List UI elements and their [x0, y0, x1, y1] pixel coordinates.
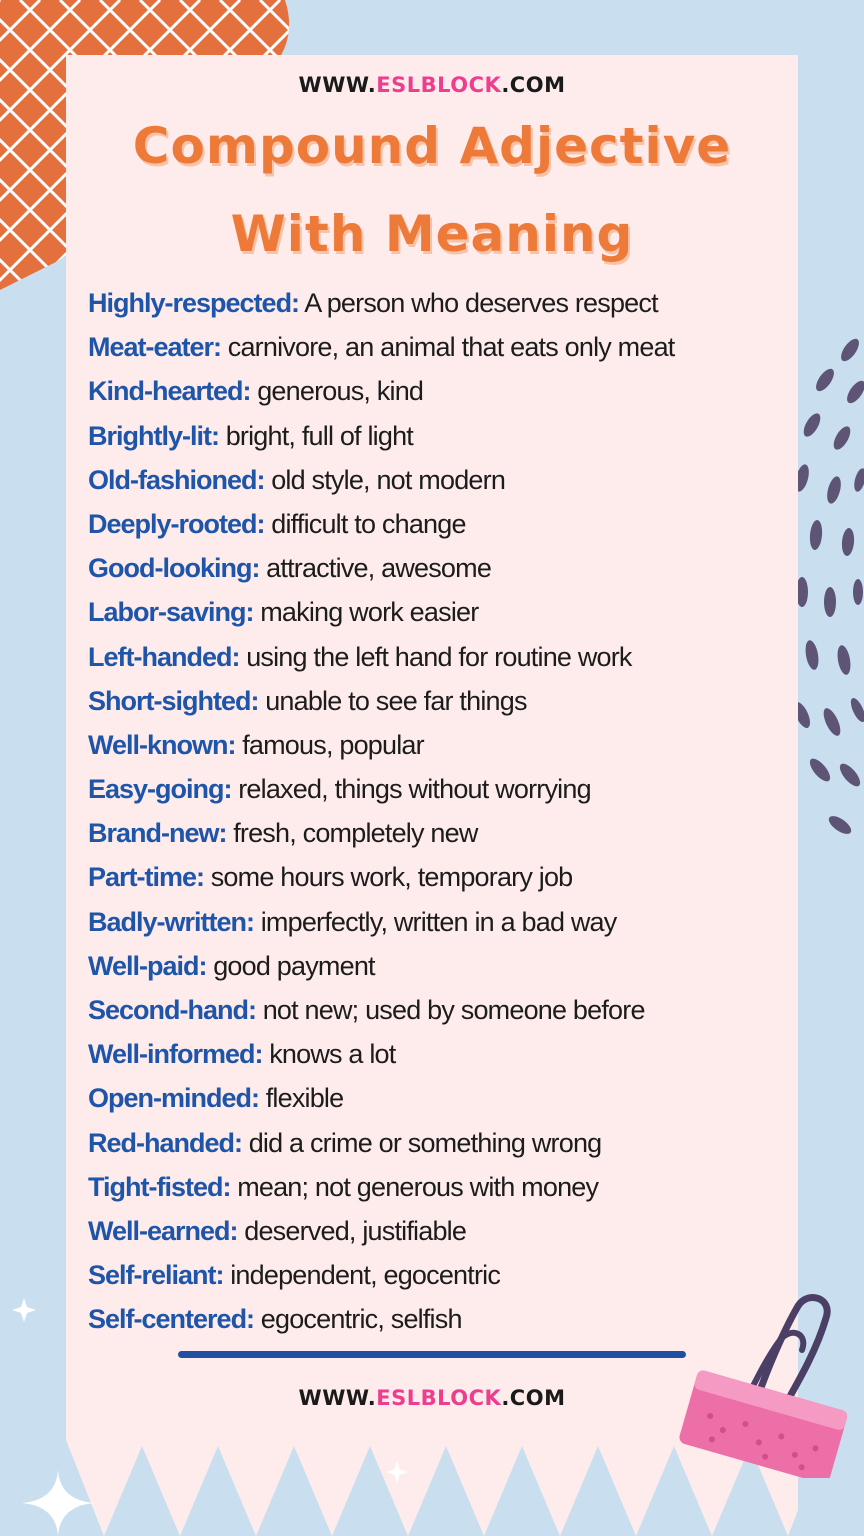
purple-dash-decoration — [790, 330, 864, 850]
list-item — [88, 1209, 788, 1253]
website-brand: ESLBLOCK — [376, 1386, 502, 1410]
meaning: famous, popular — [242, 729, 424, 760]
list-item — [88, 944, 788, 988]
meaning: generous, kind — [257, 376, 424, 407]
sparkle-icon — [386, 1461, 408, 1483]
term: Well-earned: — [88, 1215, 238, 1246]
page-title-line-2: With Meaning — [230, 205, 634, 263]
term: Meat-eater: — [88, 332, 222, 363]
list-item — [88, 1032, 788, 1076]
meaning: unable to see far things — [265, 685, 527, 716]
term: Left-handed: — [88, 641, 240, 672]
meaning: good payment — [213, 950, 375, 981]
term: Brand-new: — [88, 818, 227, 849]
list-item — [88, 1076, 788, 1120]
list-item — [88, 767, 788, 811]
term: Well-known: — [88, 729, 236, 760]
term: Highly-respected: — [88, 288, 300, 318]
website-url-top[interactable]: WWW.ESLBLOCK.COM — [298, 73, 566, 97]
meaning: did a crime or something wrong — [248, 1127, 602, 1158]
meaning: mean; not generous with money — [237, 1171, 599, 1202]
term: Part-time: — [88, 862, 205, 893]
term: Second-hand: — [88, 995, 256, 1025]
list-item — [88, 502, 788, 546]
term: Brightly-lit: — [88, 420, 219, 451]
meaning: relaxed, things without worrying — [238, 774, 591, 805]
list-item — [88, 723, 788, 767]
meaning: independent, egocentric — [230, 1260, 501, 1291]
meaning: old style, not modern — [271, 464, 506, 495]
list-item — [88, 1165, 788, 1209]
meaning: attractive, awesome — [266, 553, 492, 584]
term: Well-informed: — [88, 1039, 263, 1070]
term: Self-centered: — [88, 1304, 255, 1335]
term: Short-sighted: — [88, 685, 259, 716]
term: Red-handed: — [88, 1127, 242, 1158]
list-item — [88, 369, 788, 413]
meaning: flexible — [265, 1083, 344, 1114]
term: Good-looking: — [88, 553, 260, 584]
adjective-list — [88, 281, 788, 1342]
term: Easy-going: — [88, 774, 232, 805]
divider-line — [178, 1351, 686, 1358]
term: Well-paid: — [88, 950, 207, 981]
list-item — [88, 325, 788, 369]
list-item — [88, 635, 788, 679]
meaning: fresh, completely new — [233, 818, 478, 849]
term: Labor-saving: — [88, 597, 254, 628]
meaning: carnivore, an animal that eats only meat — [227, 332, 675, 363]
page-title-line-1: Compound Adjective — [132, 117, 732, 175]
sparkle-icon — [22, 1470, 94, 1536]
list-item — [88, 414, 788, 458]
website-url-bottom[interactable]: WWW.ESLBLOCK.COM — [298, 1386, 566, 1410]
meaning: deserved, justifiable — [244, 1215, 467, 1246]
meaning: A person who deserves respect — [304, 288, 658, 318]
term: Tight-fisted: — [88, 1171, 231, 1202]
list-item — [88, 1253, 788, 1297]
term: Self-reliant: — [88, 1260, 224, 1291]
list-item — [88, 1121, 788, 1165]
meaning: bright, full of light — [225, 420, 413, 451]
list-item — [88, 811, 788, 855]
meaning: egocentric, selfish — [260, 1304, 462, 1335]
meaning: some hours work, temporary job — [210, 862, 573, 893]
list-item — [88, 900, 788, 944]
sparkle-icon — [12, 1298, 36, 1322]
list-item — [88, 855, 788, 899]
term: Badly-written: — [88, 906, 255, 937]
meaning: not new; used by someone before — [262, 995, 645, 1025]
term: Deeply-rooted: — [88, 508, 265, 539]
list-item — [88, 546, 788, 590]
website-brand: ESLBLOCK — [376, 73, 502, 97]
meaning: imperfectly, written in a bad way — [260, 906, 617, 937]
binder-clip-icon — [668, 1292, 864, 1478]
term: Kind-hearted: — [88, 376, 251, 407]
meaning: difficult to change — [271, 508, 466, 539]
list-item — [88, 458, 788, 502]
list-item — [88, 679, 788, 723]
list-item — [88, 988, 788, 1032]
meaning: knows a lot — [269, 1039, 396, 1070]
meaning: making work easier — [260, 597, 479, 628]
term: Old-fashioned: — [88, 464, 265, 495]
list-item — [88, 281, 788, 325]
term: Open-minded: — [88, 1083, 259, 1114]
list-item — [88, 590, 788, 634]
meaning: using the left hand for routine work — [246, 641, 632, 672]
